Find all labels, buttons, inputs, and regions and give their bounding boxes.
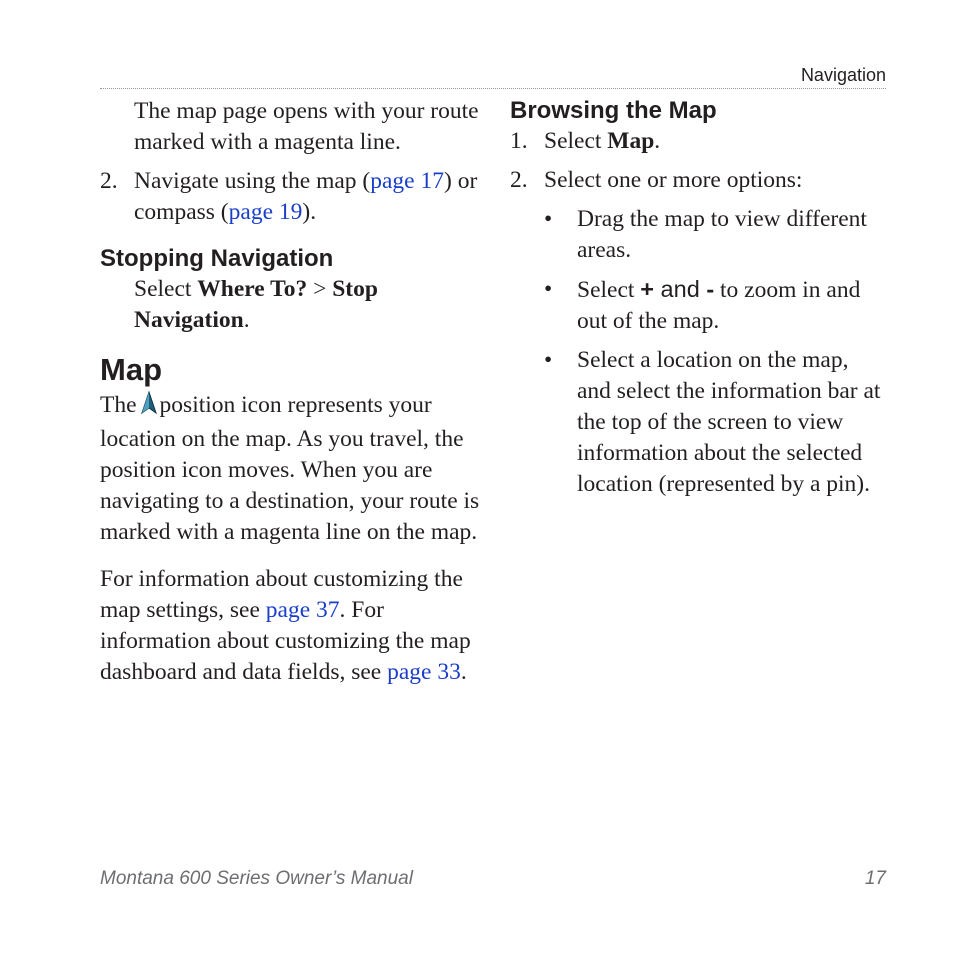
left-column [100, 96, 480, 688]
bullet-text: Select a location on the map, and select the information bar at the top of the screen to view information about the selected location (represented by a pin). [577, 347, 881, 497]
step-number: 1. [510, 128, 528, 154]
zoom-out-symbol: - [706, 276, 715, 302]
step-text: Navigate using the map (page 17) or compass (page 19). [134, 168, 478, 225]
footer-page-number: 17 [864, 868, 886, 889]
intro-paragraph: The map page opens with your route marked with a magenta line. [134, 98, 479, 155]
step-2-select-options [510, 165, 886, 196]
position-arrow-icon [141, 391, 157, 424]
right-column [510, 96, 886, 500]
bullet-text: Select + and - to zoom in and out of the map. [577, 276, 861, 334]
bullet-dot: • [544, 276, 553, 302]
stopping-navigation-heading: Stopping Navigation [100, 245, 334, 272]
step-text: Select one or more options: [544, 167, 803, 193]
link-page-17[interactable]: page 17 [370, 168, 444, 194]
map-paragraph-1: The position icon represents your location on the map. As you travel, the position icon moves. When you are navigating to a destination, your route is marked with a magenta line on the map. [100, 392, 480, 545]
link-page-33[interactable]: page 33 [387, 659, 461, 685]
bullet-select-location [510, 345, 886, 500]
step-number: 2. [100, 168, 118, 194]
bullet-drag-map [510, 204, 886, 266]
browsing-map-heading: Browsing the Map [510, 97, 717, 124]
link-page-19[interactable]: page 19 [228, 199, 303, 225]
stopping-navigation-instruction: Select Where To? > Stop Navigation. [134, 276, 378, 333]
step-number: 2. [510, 167, 528, 193]
step-text: Select Map. [544, 128, 661, 154]
footer-manual-title: Montana 600 Series Owner’s Manual [100, 868, 413, 889]
map-paragraph-2: For information about customizing the map settings, see page 37. For information about customizing the map dashboard and data fields, see page 33. [100, 566, 471, 685]
map-heading: Map [100, 352, 162, 387]
bullet-zoom [510, 274, 886, 337]
header-dotted-rule [100, 88, 886, 89]
step-1-select-map [510, 126, 886, 157]
zoom-in-symbol: + [640, 276, 655, 302]
bullet-text: Drag the map to view different areas. [577, 206, 867, 263]
bullet-dot: • [544, 206, 553, 232]
link-page-37[interactable]: page 37 [265, 597, 340, 623]
step-2-navigate [100, 166, 480, 228]
bullet-dot: • [544, 347, 553, 373]
header-section-label: Navigation [800, 65, 886, 85]
